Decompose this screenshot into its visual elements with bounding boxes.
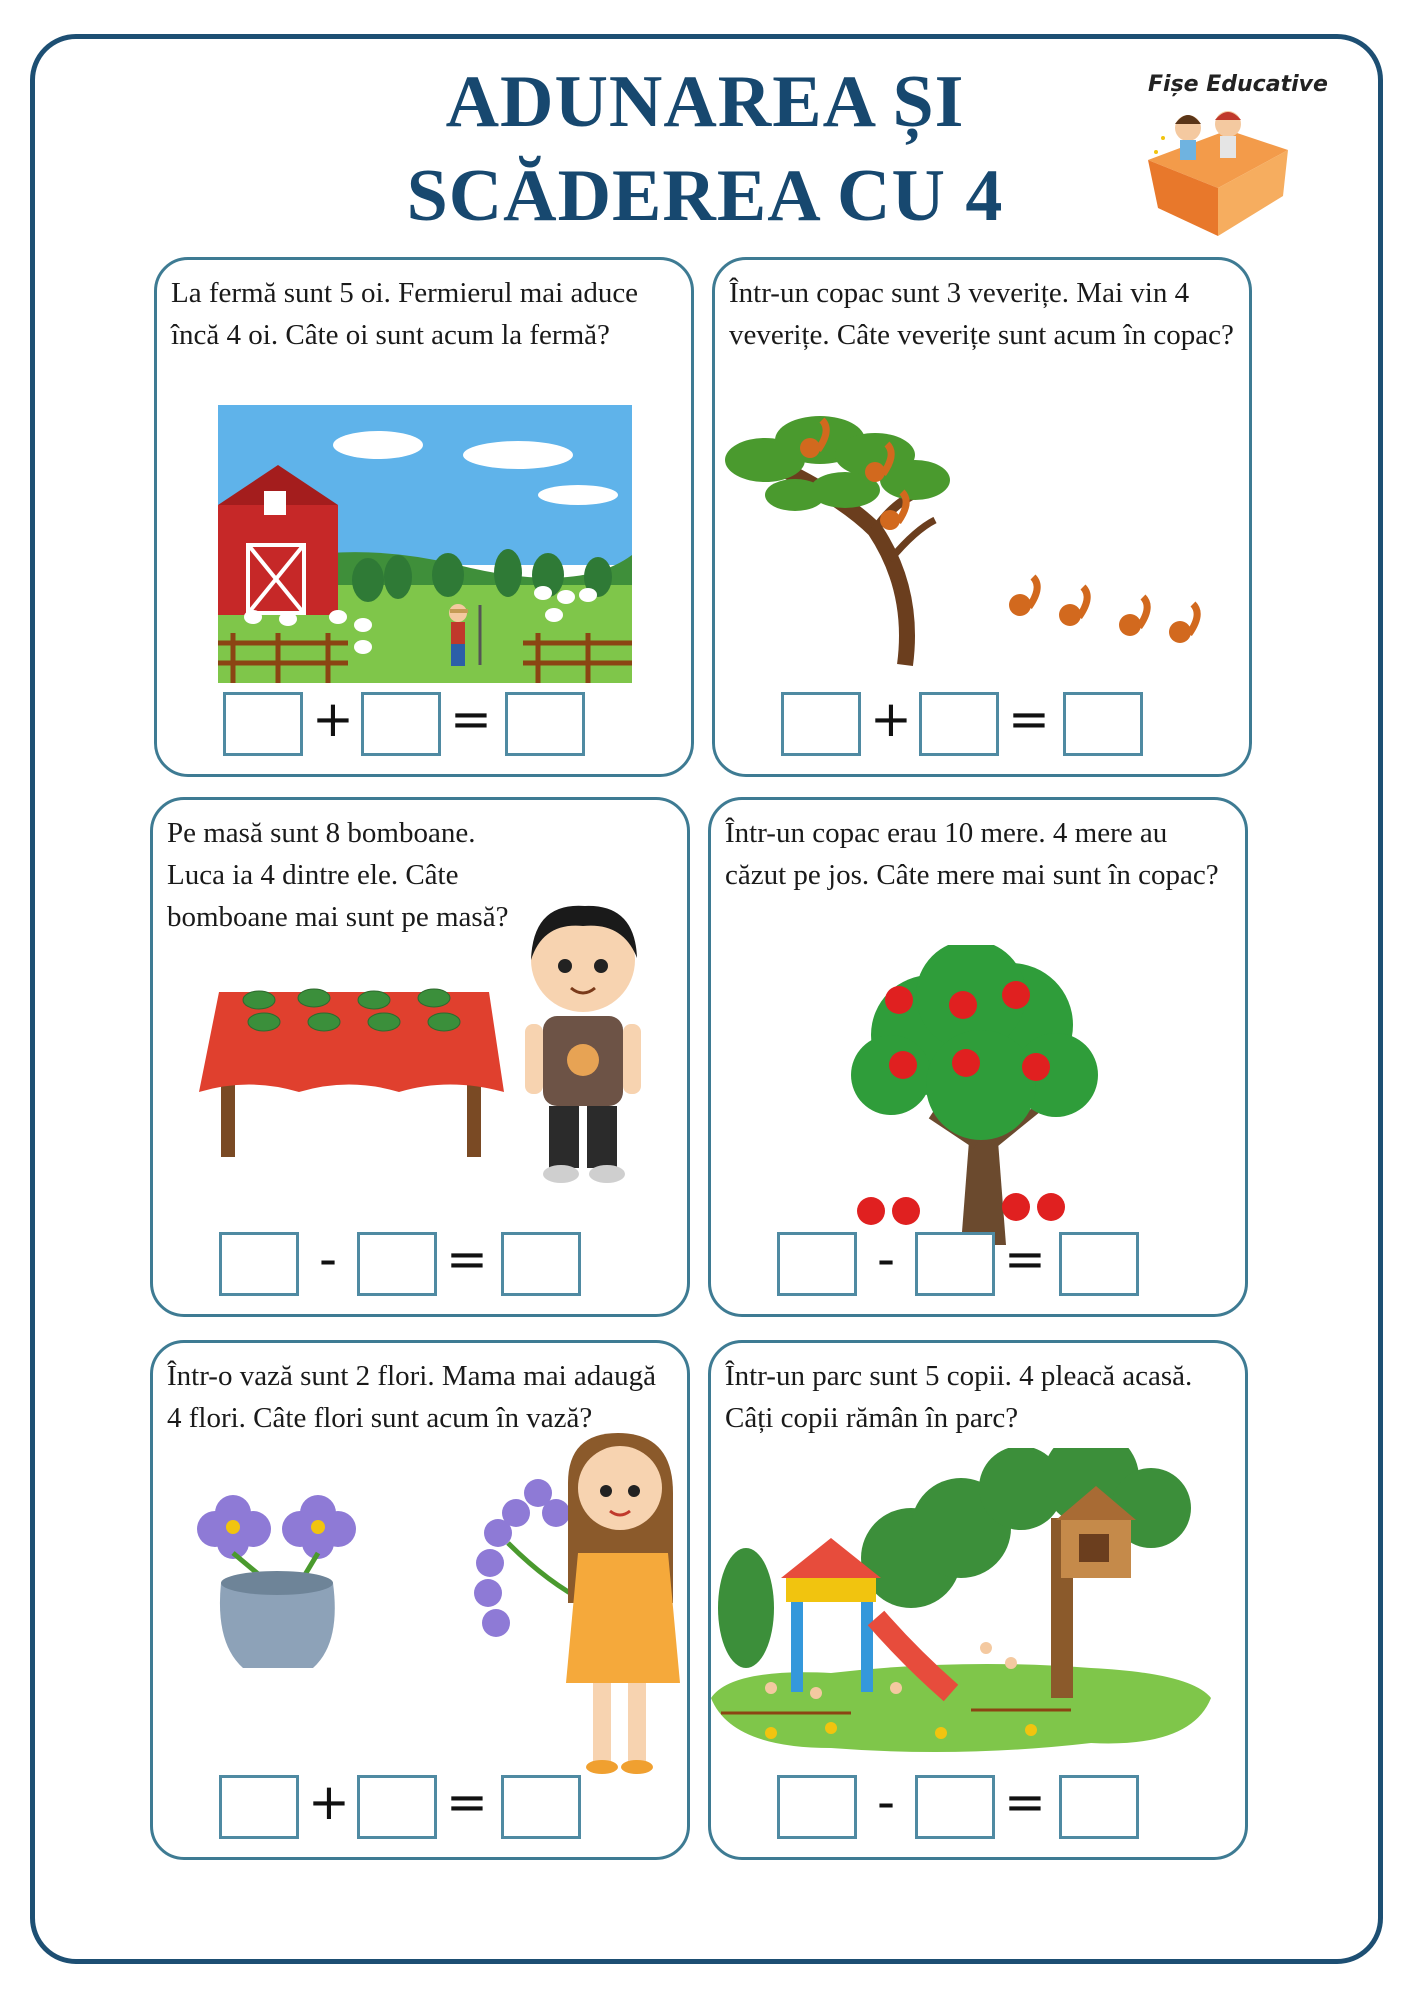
answer-box-result[interactable] — [505, 692, 585, 756]
answer-box-2[interactable] — [915, 1775, 995, 1839]
equals-sign: = — [450, 690, 492, 748]
book-kids-icon — [1118, 68, 1318, 238]
problem-card-2 — [712, 257, 1252, 777]
problem-card-6 — [708, 1340, 1248, 1860]
problem-card-5 — [150, 1340, 690, 1860]
logo-text: Fișe Educative — [1148, 72, 1328, 97]
title-line-2: SCĂDEREA CU 4 — [406, 155, 1004, 237]
operator-sign: - — [876, 1230, 896, 1288]
problem-text: Într-un parc sunt 5 copii. 4 pleacă acasă. Câți copii rămân în parc? — [725, 1360, 1193, 1434]
table-with-candies-illustration — [199, 982, 504, 1162]
problem-text: Într-o vază sunt 2 flori. Mama mai adaugă 4 flori. Câte flori sunt acum în vază? — [167, 1360, 657, 1434]
answer-box-1[interactable] — [777, 1232, 857, 1296]
equals-sign: = — [1004, 1773, 1046, 1831]
page-title — [330, 55, 1080, 243]
equation-row — [711, 1775, 1245, 1845]
answer-box-1[interactable] — [219, 1232, 299, 1296]
answer-box-2[interactable] — [915, 1232, 995, 1296]
answer-box-2[interactable] — [357, 1232, 437, 1296]
equation-row — [153, 1232, 687, 1302]
equals-sign: = — [446, 1230, 488, 1288]
equation-row — [153, 1775, 687, 1845]
problem-text: La fermă sunt 5 oi. Fermierul mai aduce încă 4 oi. Câte oi sunt acum la fermă? — [171, 277, 639, 351]
problem-text: Într-un copac sunt 3 veverițe. Mai vin 4 veverițe. Câte veverițe sunt acum în copac? — [729, 277, 1234, 351]
problem-text: Pe masă sunt 8 bomboane. Luca ia 4 dintre ele. Câte bomboane mai sunt pe masă? — [167, 817, 509, 933]
mother-with-flowers-illustration — [468, 1433, 688, 1783]
title-line-1: ADUNAREA ȘI — [445, 61, 965, 143]
answer-box-result[interactable] — [1063, 692, 1143, 756]
answer-box-result[interactable] — [501, 1232, 581, 1296]
park-scene-illustration — [711, 1448, 1211, 1768]
answer-box-2[interactable] — [361, 692, 441, 756]
equation-row — [711, 1232, 1245, 1302]
answer-box-1[interactable] — [781, 692, 861, 756]
operator-sign: + — [870, 690, 912, 748]
answer-box-2[interactable] — [357, 1775, 437, 1839]
equation-row — [715, 692, 1249, 762]
operator-sign: - — [318, 1230, 338, 1288]
vase-with-flowers-illustration — [193, 1493, 373, 1673]
problem-text: Într-un copac erau 10 mere. 4 mere au căzut pe jos. Câte mere mai sunt în copac? — [725, 817, 1219, 891]
answer-box-result[interactable] — [1059, 1232, 1139, 1296]
equals-sign: = — [1004, 1230, 1046, 1288]
answer-box-1[interactable] — [777, 1775, 857, 1839]
operator-sign: + — [308, 1773, 350, 1831]
tree-with-squirrels-illustration — [725, 410, 1235, 670]
answer-box-result[interactable] — [1059, 1775, 1139, 1839]
answer-box-1[interactable] — [219, 1775, 299, 1839]
operator-sign: - — [876, 1773, 896, 1831]
equals-sign: = — [1008, 690, 1050, 748]
answer-box-1[interactable] — [223, 692, 303, 756]
farm-scene-illustration — [218, 405, 632, 683]
boy-illustration — [513, 900, 653, 1190]
apple-tree-illustration — [811, 945, 1131, 1245]
logo — [1118, 68, 1328, 238]
equals-sign: = — [446, 1773, 488, 1831]
operator-sign: + — [312, 690, 354, 748]
answer-box-2[interactable] — [919, 692, 999, 756]
problem-card-3 — [150, 797, 690, 1317]
answer-box-result[interactable] — [501, 1775, 581, 1839]
problem-card-1 — [154, 257, 694, 777]
problem-card-4 — [708, 797, 1248, 1317]
equation-row — [157, 692, 691, 762]
